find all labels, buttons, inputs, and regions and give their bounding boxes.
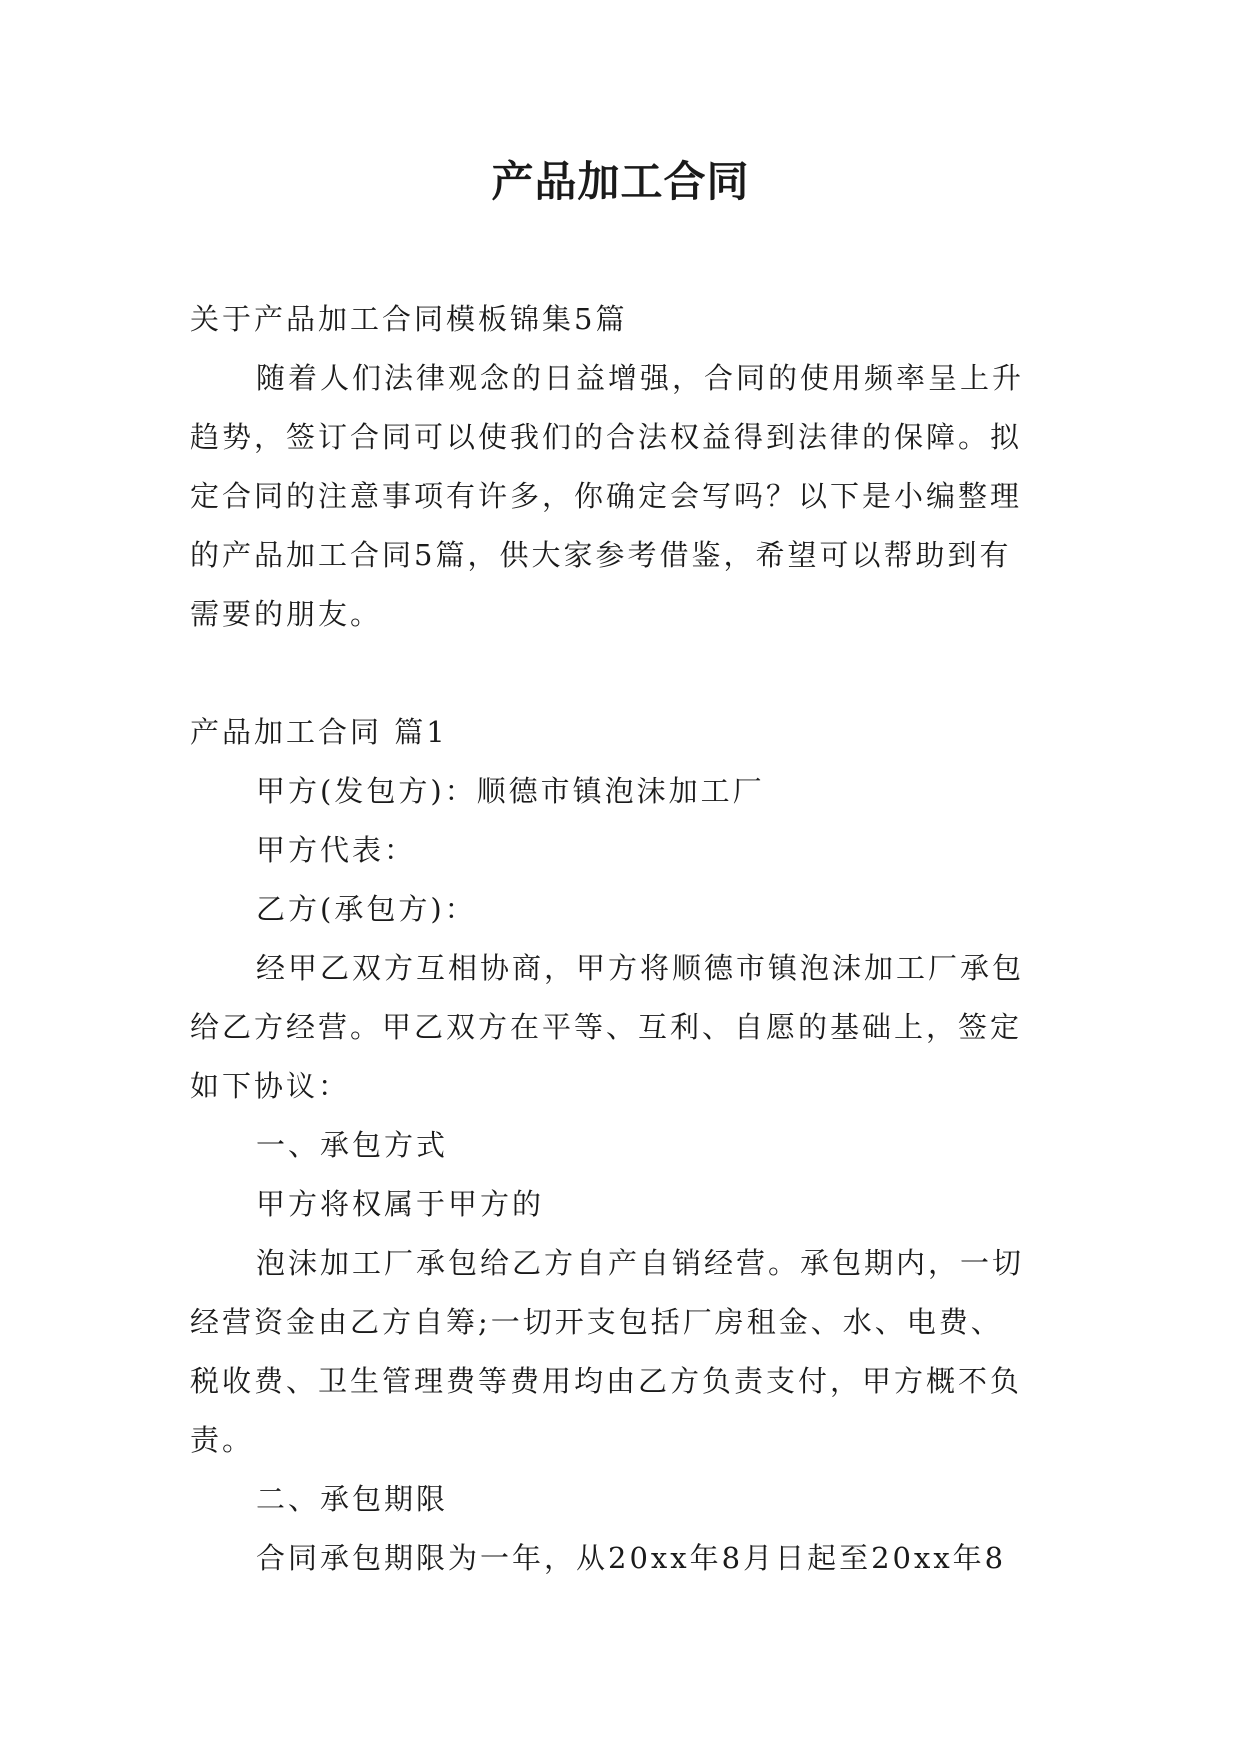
party-a-representative-line: 甲方代表： (256, 833, 417, 867)
intro-paragraph-line: 趋势，签订合同可以使我们的合法权益得到法律的保障。拟 (190, 420, 1023, 454)
clause-text-line: 经营资金由乙方自筹;一切开支包括厂房租金、水、电费、 (190, 1305, 1003, 1339)
document-title: 产品加工合同 (491, 157, 750, 206)
party-b-line: 乙方(承包方)： (256, 892, 477, 926)
clause-heading: 一、承包方式 (256, 1128, 449, 1162)
agreement-paragraph-line: 经甲乙双方互相协商，甲方将顺德市镇泡沫加工厂承包 (256, 951, 1025, 985)
paragraph-spacer (190, 644, 1052, 703)
clause-text-line: 合同承包期限为一年，从20xx年8月日起至20xx年8 (256, 1541, 1007, 1575)
intro-paragraph-line: 需要的朋友。 (190, 597, 383, 631)
party-a-line: 甲方(发包方)：顺德市镇泡沫加工厂 (256, 774, 765, 808)
agreement-paragraph-line: 如下协议： (190, 1069, 351, 1103)
intro-heading: 关于产品加工合同模板锦集5篇 (190, 302, 628, 336)
clause-heading: 二、承包期限 (256, 1482, 449, 1516)
agreement-paragraph-line: 给乙方经营。甲乙双方在平等、互利、自愿的基础上，签定 (190, 1010, 1023, 1044)
intro-paragraph-line: 随着人们法律观念的日益增强，合同的使用频率呈上升 (256, 361, 1025, 395)
clause-text-line: 责。 (190, 1423, 255, 1457)
clause-text-line: 甲方将权属于甲方的 (256, 1187, 545, 1221)
document-body (190, 290, 1052, 1588)
intro-paragraph-line: 定合同的注意事项有许多，你确定会写吗？以下是小编整理 (190, 479, 1023, 513)
clause-text-line: 税收费、卫生管理费等费用均由乙方负责支付，甲方概不负 (190, 1364, 1023, 1398)
section-heading: 产品加工合同 篇1 (190, 715, 448, 749)
intro-paragraph-line: 的产品加工合同5篇，供大家参考借鉴，希望可以帮助到有 (190, 538, 1012, 572)
clause-text-line: 泡沫加工厂承包给乙方自产自销经营。承包期内，一切 (256, 1246, 1025, 1280)
